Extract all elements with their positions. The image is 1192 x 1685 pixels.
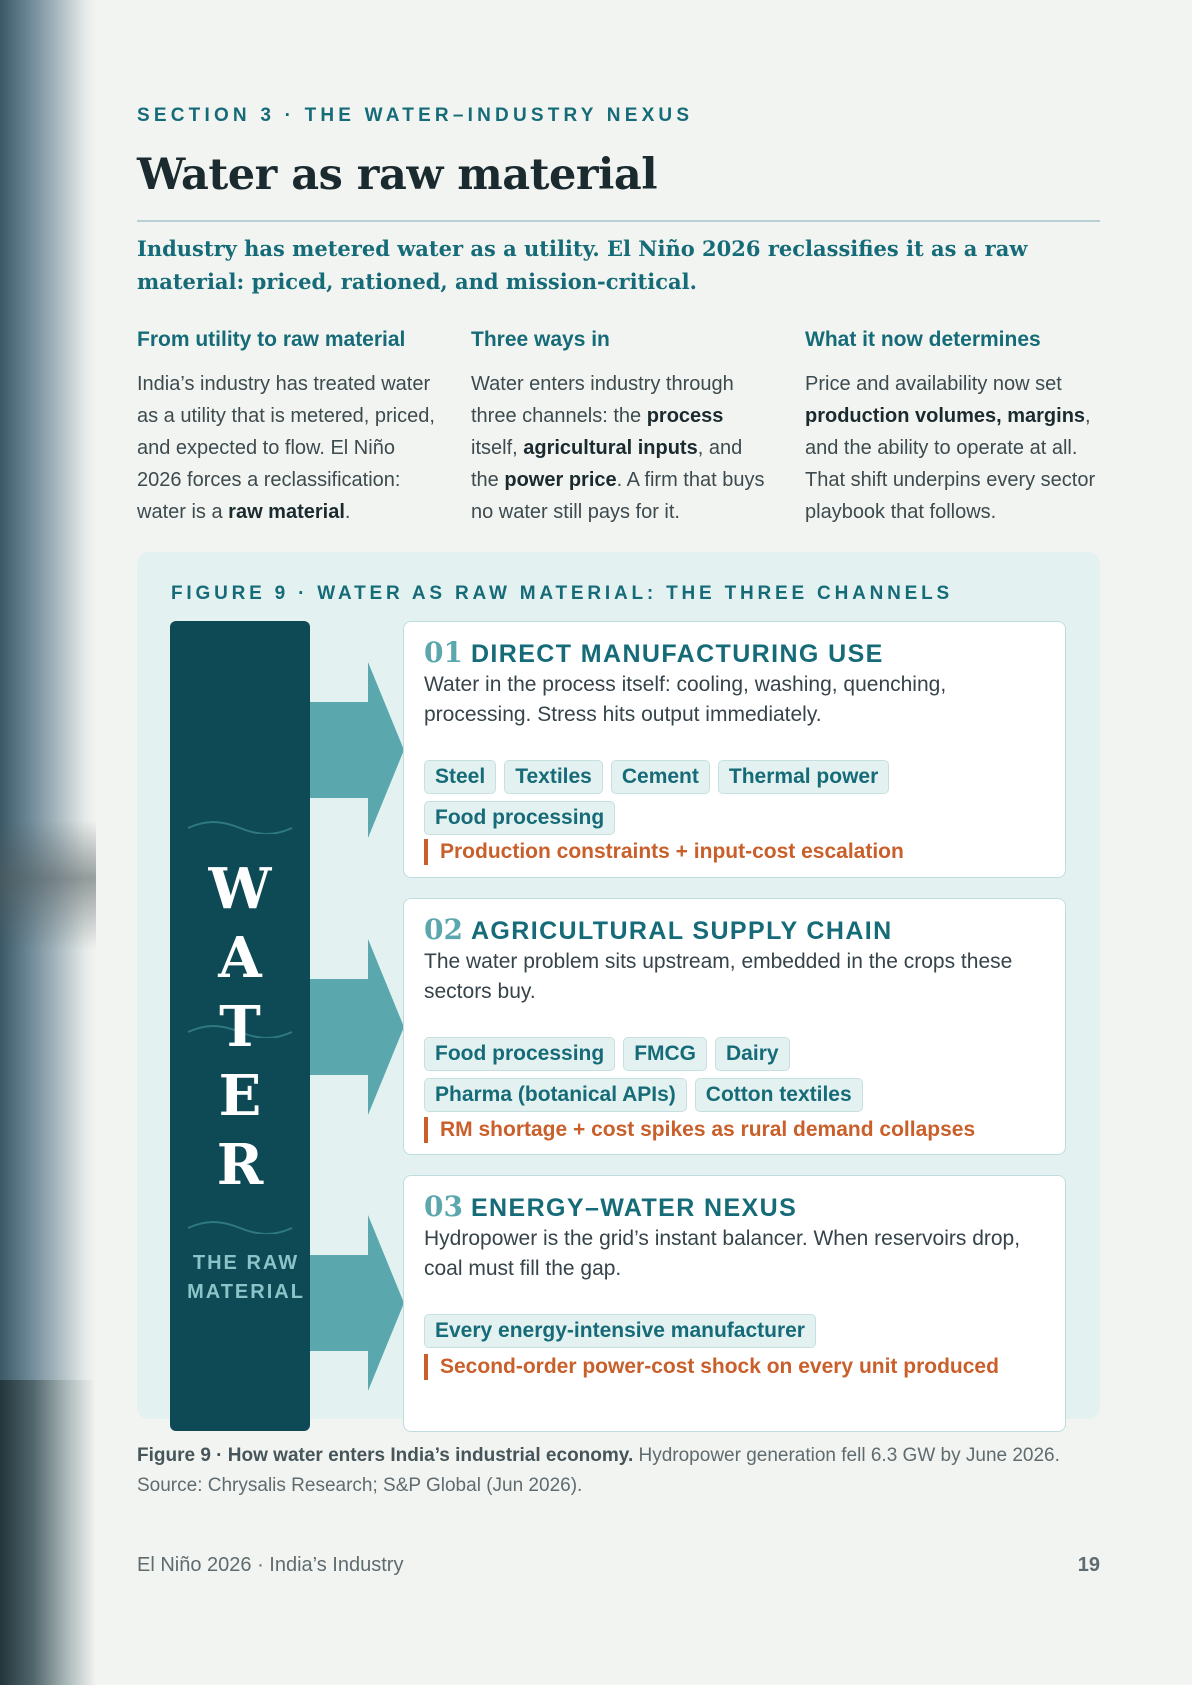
text-segment: Price and availability now set	[805, 373, 1062, 395]
channel-card-direct	[403, 621, 1066, 878]
sector-tags	[424, 1314, 1054, 1348]
text-segment-bold: power price	[504, 469, 617, 491]
sector-tag: FMCG	[623, 1037, 707, 1071]
channel-number: 03	[424, 1190, 463, 1223]
caption-text: Hydropower generation fell 6.3 GW by June 2026. Source: Chrysalis Research; S&P Global (Jun 2026).	[137, 1445, 1060, 1496]
impact-callout: Second-order power-cost shock on every unit produced	[424, 1354, 999, 1380]
channel-number: 02	[424, 913, 463, 946]
column-utility	[137, 326, 437, 528]
column-three-ways	[471, 326, 771, 528]
title-divider	[137, 220, 1100, 222]
channel-card-energy	[403, 1175, 1066, 1432]
footer-publication: El Niño 2026 · India’s Industry	[137, 1554, 404, 1576]
column-body	[471, 368, 771, 528]
channel-title: DIRECT MANUFACTURING USE	[470, 640, 884, 668]
figure-label: FIGURE 9 · WATER AS RAW MATERIAL: THE THREE CHANNELS	[171, 583, 954, 604]
sector-tags	[424, 760, 1054, 835]
column-determines	[805, 326, 1110, 528]
sector-tag: Steel	[424, 760, 496, 794]
impact-callout: RM shortage + cost spikes as rural demand collapses	[424, 1117, 975, 1143]
pillar-letter: T	[219, 994, 261, 1060]
arrow-right-icon	[310, 1215, 404, 1391]
sector-tag: Food processing	[424, 801, 615, 835]
channel-description: Hydropower is the grid’s instant balancer. When reservoirs drop, coal must fill the gap.	[424, 1227, 1021, 1280]
arrow-right-icon	[310, 939, 404, 1115]
column-heading: From utility to raw material	[137, 328, 406, 351]
sector-tag: Every energy-intensive manufacturer	[424, 1314, 816, 1348]
text-segment-bold: agricultural inputs	[523, 437, 698, 459]
channel-description: Water in the process itself: cooling, washing, quenching, processing. Stress hits output immediately.	[424, 673, 947, 726]
channel-card-agricultural	[403, 898, 1066, 1155]
text-segment: . A firm that buys no water still pays for it.	[471, 469, 765, 523]
page-title: Water as raw material	[137, 150, 658, 200]
sector-tag: Cement	[611, 760, 710, 794]
sector-tag: Cotton textiles	[695, 1078, 863, 1112]
text-segment: .	[344, 501, 351, 523]
text-segment: , and the ability to operate at all. That shift underpins every sector playbook that follows.	[805, 405, 1096, 523]
column-heading: Three ways in	[471, 328, 610, 351]
channel-title: AGRICULTURAL SUPPLY CHAIN	[470, 917, 893, 945]
pillar-subtitle	[170, 1249, 322, 1307]
channel-header	[424, 913, 893, 946]
channel-header	[424, 636, 884, 669]
column-body	[137, 368, 437, 528]
page-number: 19	[1077, 1554, 1100, 1576]
caption-lead: Figure 9 · How water enters India’s industrial economy.	[137, 1445, 634, 1466]
pillar-word	[170, 855, 310, 1200]
page-edge-photo-shadow	[0, 1380, 96, 1685]
wave-icon	[186, 820, 294, 834]
channel-title: ENERGY–WATER NEXUS	[470, 1194, 798, 1222]
text-segment: , and the	[471, 437, 743, 491]
wave-icon	[186, 1220, 294, 1234]
pillar-letter: R	[216, 1132, 264, 1198]
channel-header	[424, 1190, 797, 1223]
pillar-letter: E	[218, 1063, 262, 1129]
text-segment: itself,	[471, 437, 524, 459]
impact-callout: Production constraints + input-cost escalation	[424, 839, 904, 865]
section-label: SECTION 3 · THE WATER–INDUSTRY NEXUS	[137, 105, 694, 126]
sector-tag: Pharma (botanical APIs)	[424, 1078, 687, 1112]
text-segment: India’s industry has treated water as a utility that is metered, priced, and expected to flow. El Niño 2026 forces a reclassification: water is a	[137, 373, 435, 523]
pillar-letter: A	[218, 925, 262, 991]
text-segment-bold: process	[646, 405, 724, 427]
sector-tag: Dairy	[715, 1037, 790, 1071]
pillar-subtitle-line: MATERIAL	[187, 1281, 305, 1303]
column-heading: What it now determines	[805, 328, 1041, 351]
channel-description: The water problem sits upstream, embedded in the crops these sectors buy.	[424, 950, 1013, 1003]
figure-caption	[137, 1441, 1100, 1501]
text-segment-bold: raw material	[228, 501, 345, 523]
text-segment: Water enters industry through three channels: the	[471, 373, 734, 427]
column-body	[805, 368, 1110, 528]
sector-tags	[424, 1037, 1054, 1112]
page-edge-photo-band	[0, 820, 96, 950]
sector-tag: Thermal power	[718, 760, 889, 794]
arrow-right-icon	[310, 662, 404, 838]
sector-tag: Textiles	[504, 760, 603, 794]
sector-tag: Food processing	[424, 1037, 615, 1071]
text-segment-bold: production volumes, margins	[805, 405, 1086, 427]
channel-number: 01	[424, 636, 463, 669]
pillar-letter: W	[208, 856, 272, 922]
lede: Industry has metered water as a utility. El Niño 2026 reclassifies it as a raw material: priced, rationed, and mission-critical.	[137, 236, 1028, 294]
pillar-subtitle-line: THE RAW	[192, 1252, 300, 1274]
